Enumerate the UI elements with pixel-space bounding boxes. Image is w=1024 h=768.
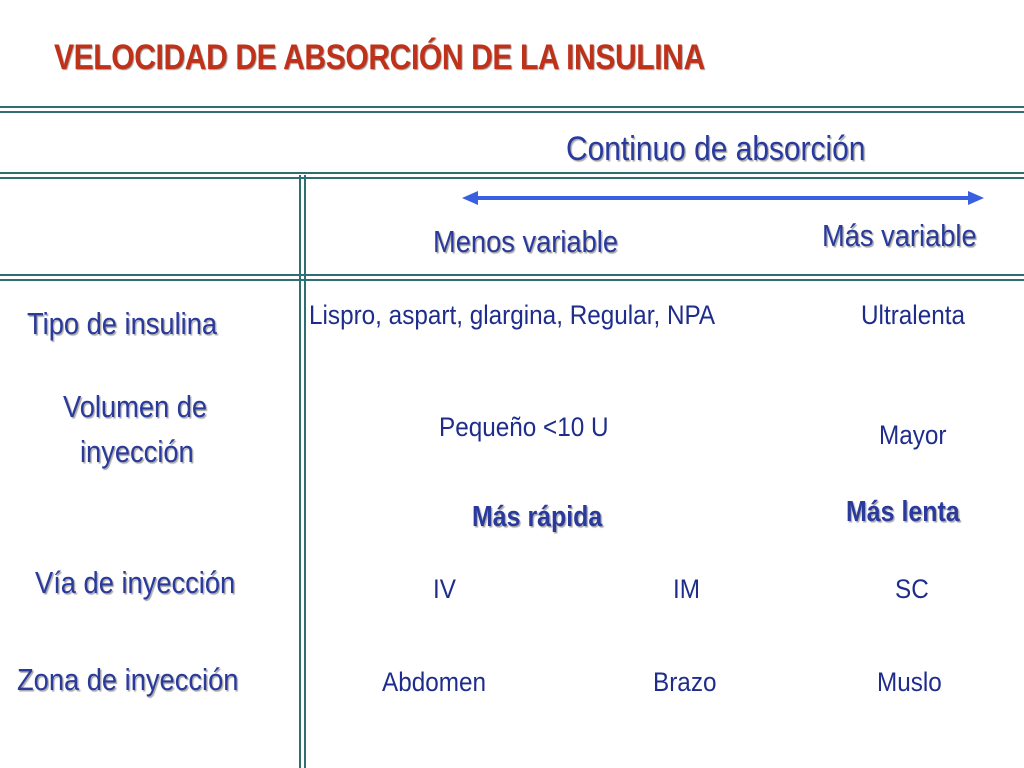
row-label-volumen-line1: Volumen de <box>63 389 208 424</box>
via-value-sc: SC <box>895 574 929 604</box>
column-divider-1 <box>299 175 301 768</box>
zona-value-abdomen: Abdomen <box>382 667 487 697</box>
divider-body-2 <box>0 279 1024 281</box>
tipo-right-value: Ultralenta <box>861 300 966 330</box>
row-label-via: Vía de inyección <box>35 565 236 600</box>
via-value-im: IM <box>673 574 700 604</box>
zona-value-brazo: Brazo <box>653 667 717 697</box>
divider-top-2 <box>0 111 1024 113</box>
zona-value-muslo: Muslo <box>877 667 942 697</box>
more-variable-label: Más variable <box>822 218 977 253</box>
less-variable-label: Menos variable <box>433 224 618 259</box>
faster-label: Más rápida <box>472 501 603 533</box>
divider-top-1 <box>0 106 1024 108</box>
volumen-right-value: Mayor <box>879 420 947 450</box>
divider-body-1 <box>0 274 1024 276</box>
column-divider-2 <box>304 175 306 768</box>
divider-header-1 <box>0 172 1024 174</box>
row-label-tipo: Tipo de insulina <box>27 306 218 341</box>
slower-label: Más lenta <box>846 496 960 528</box>
via-value-iv: IV <box>433 574 456 604</box>
page-title: VELOCIDAD DE ABSORCIÓN DE LA INSULINA <box>54 38 705 77</box>
volumen-left-value: Pequeño <10 U <box>439 412 609 442</box>
double-arrow-icon <box>460 188 986 208</box>
row-label-zona: Zona de inyección <box>17 662 239 697</box>
continuum-label: Continuo de absorción <box>566 130 866 168</box>
divider-header-2 <box>0 177 1024 179</box>
row-label-volumen-line2: inyección <box>80 434 194 469</box>
tipo-left-value: Lispro, aspart, glargina, Regular, NPA <box>309 300 716 330</box>
